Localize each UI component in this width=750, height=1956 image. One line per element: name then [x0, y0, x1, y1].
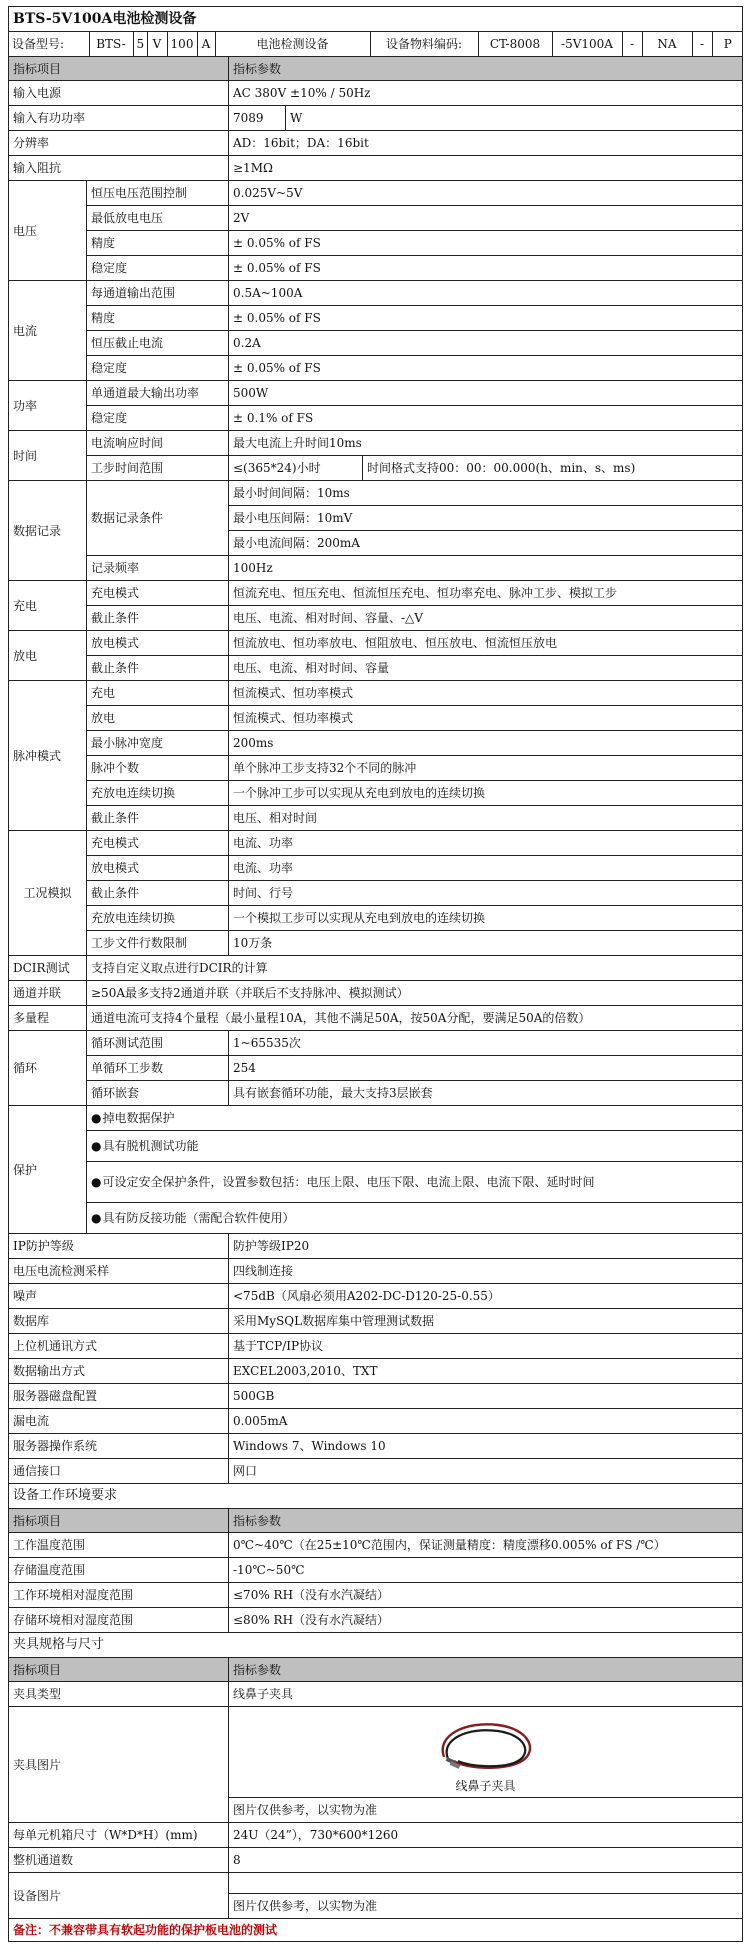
row-label: 上位机通讯方式 — [9, 1334, 229, 1359]
protection-item: ● 具有防反接功能（需配合软件使用） — [87, 1203, 743, 1234]
protection-item: ● 掉电数据保护 — [87, 1106, 743, 1131]
group-label: 电压 — [9, 181, 87, 281]
sub-label: 单通道最大输出功率 — [87, 381, 229, 406]
model-part: 5 — [133, 32, 147, 56]
row-value: ≤80% RH（没有水汽凝结） — [229, 1608, 743, 1633]
sub-label: 充电模式 — [87, 581, 229, 606]
spec-table — [8, 6, 743, 1942]
sub-value: 10万条 — [229, 931, 743, 956]
table-row — [9, 81, 743, 106]
model-part: A — [197, 32, 215, 56]
row-label: 工作环境相对湿度范围 — [9, 1583, 229, 1608]
table-row — [9, 106, 743, 131]
sub-value: 恒流放电、恒功率放电、恒阻放电、恒压放电、恒流恒压放电 — [229, 631, 743, 656]
sub-value: 一个模拟工步可以实现从充电到放电的连续切换 — [229, 906, 743, 931]
sub-value: 最小时间间隔：10ms — [229, 481, 743, 506]
row-label: 数据输出方式 — [9, 1359, 229, 1384]
table-row — [9, 1006, 743, 1031]
row-value: 24U（24”），730*600*1260 — [229, 1823, 743, 1848]
row-label: 数据库 — [9, 1309, 229, 1334]
group-label: 电流 — [9, 281, 87, 381]
row-value: 防护等级IP20 — [229, 1234, 743, 1259]
sub-label: 单循环工步数 — [87, 1056, 229, 1081]
model-part: 100 — [167, 32, 197, 56]
device-note: 图片仅供参考，以实物为准 — [229, 1894, 743, 1919]
sub-label: 精度 — [87, 231, 229, 256]
group-label: 循环 — [9, 1031, 87, 1106]
group-label: 脉冲模式 — [9, 681, 87, 831]
sub-label: 充放电连续切换 — [87, 906, 229, 931]
fixture-image-cell — [229, 1707, 743, 1798]
page-title: BTS-5V100A电池检测设备 — [9, 7, 743, 32]
header-param: 指标参数 — [229, 57, 743, 81]
table-row — [9, 981, 743, 1006]
sub-label: 放电模式 — [87, 856, 229, 881]
row-label: 服务器操作系统 — [9, 1434, 229, 1459]
row-label: 整机通道数 — [9, 1848, 229, 1873]
sub-value: ± 0.05% of FS — [229, 231, 743, 256]
row-label: 夹具图片 — [9, 1707, 229, 1823]
sub-label: 充电模式 — [87, 831, 229, 856]
code-part: - — [692, 32, 712, 56]
row-label: 电压电流检测采样 — [9, 1259, 229, 1284]
row-value: EXCEL2003,2010、TXT — [229, 1359, 743, 1384]
header-item: 指标项目 — [9, 1509, 229, 1533]
sub-label: 最低放电电压 — [87, 206, 229, 231]
sub-value: 最小电压间隔：10mV — [229, 506, 743, 531]
row-value: Windows 7、Windows 10 — [229, 1434, 743, 1459]
sub-value: 一个脉冲工步可以实现从充电到放电的连续切换 — [229, 781, 743, 806]
sub-value: 时间、行号 — [229, 881, 743, 906]
sub-label: 充电 — [87, 681, 229, 706]
sub-value: 具有嵌套循环功能，最大支持3层嵌套 — [229, 1081, 743, 1106]
row-value: 通道电流可支持4个量程（最小量程10A，其他不满足50A，按50A分配，要满足50A的倍数） — [87, 1006, 743, 1031]
row-value: 500GB — [229, 1384, 743, 1409]
row-label: 服务器磁盘配置 — [9, 1384, 229, 1409]
row-label: 每单元机箱尺寸（W*D*H）(mm) — [9, 1823, 229, 1848]
device-name: 电池检测设备 — [215, 32, 370, 56]
row-label: 输入电源 — [9, 81, 229, 106]
row-value: 基于TCP/IP协议 — [229, 1334, 743, 1359]
row-value: ≥1MΩ — [229, 156, 743, 181]
sub-label: 充放电连续切换 — [87, 781, 229, 806]
sub-value: ± 0.1% of FS — [229, 406, 743, 431]
model-row — [9, 32, 743, 57]
sub-value: 1~65535次 — [229, 1031, 743, 1056]
sub-value: 100Hz — [229, 556, 743, 581]
row-label: 输入有功功率 — [9, 106, 229, 131]
row-label: 通信接口 — [9, 1459, 229, 1484]
sub-value: 单个脉冲工步支持32个不同的脉冲 — [229, 756, 743, 781]
group-label: 时间 — [9, 431, 87, 481]
sub-value: ± 0.05% of FS — [229, 306, 743, 331]
sub-value: ≤(365*24)小时 — [229, 456, 363, 481]
sub-value: 500W — [229, 381, 743, 406]
row-label: 存储环境相对湿度范围 — [9, 1608, 229, 1633]
model-part: V — [147, 32, 167, 56]
sub-value: 最小电流间隔：200mA — [229, 531, 743, 556]
row-label: IP防护等级 — [9, 1234, 229, 1259]
row-label: 噪声 — [9, 1284, 229, 1309]
table-row — [9, 131, 743, 156]
sub-label: 精度 — [87, 306, 229, 331]
spec-sheet — [8, 6, 742, 1942]
header-item: 指标项目 — [9, 1658, 229, 1682]
code-part: - — [622, 32, 642, 56]
code-part: P — [712, 32, 743, 56]
header-row — [9, 57, 743, 81]
sub-label: 恒压截止电流 — [87, 331, 229, 356]
row-label: 工作温度范围 — [9, 1533, 229, 1558]
sub-label: 放电模式 — [87, 631, 229, 656]
group-label: 数据记录 — [9, 481, 87, 581]
code-part: CT-8008 — [478, 32, 552, 56]
model-label: 设备型号: — [9, 32, 89, 56]
row-unit: W — [290, 111, 303, 125]
sub-label: 循环嵌套 — [87, 1081, 229, 1106]
sub-value: 电压、电流、相对时间、容量 — [229, 656, 743, 681]
header-param: 指标参数 — [229, 1658, 743, 1682]
sub-label: 截止条件 — [87, 606, 229, 631]
sub-label: 循环测试范围 — [87, 1031, 229, 1056]
model-part: BTS- — [89, 32, 133, 56]
row-value: 8 — [229, 1848, 743, 1873]
sub-label: 稳定度 — [87, 356, 229, 381]
row-value: 四线制连接 — [229, 1259, 743, 1284]
sub-label: 数据记录条件 — [87, 481, 229, 556]
sub-value: 254 — [229, 1056, 743, 1081]
row-value: ≤70% RH（没有水汽凝结） — [229, 1583, 743, 1608]
sub-value: 恒流模式、恒功率模式 — [229, 706, 743, 731]
row-value: 线鼻子夹具 — [229, 1682, 743, 1707]
sub-label: 每通道输出范围 — [87, 281, 229, 306]
sub-label: 稳定度 — [87, 256, 229, 281]
section-title: 设备工作环境要求 — [9, 1484, 743, 1509]
sub-value: 电压、相对时间 — [229, 806, 743, 831]
row-value: 0℃~40℃（在25±10℃范围内，保证测量精度：精度漂移0.005% of FS /℃） — [229, 1533, 743, 1558]
row-label: 漏电流 — [9, 1409, 229, 1434]
sub-label: 工步文件行数限制 — [87, 931, 229, 956]
header-param: 指标参数 — [229, 1509, 743, 1533]
row-label: DCIR测试 — [9, 956, 87, 981]
row-value: -10℃~50℃ — [229, 1558, 743, 1583]
fixture-note: 图片仅供参考，以实物为准 — [229, 1798, 743, 1823]
sub-label: 稳定度 — [87, 406, 229, 431]
sub-label: 截止条件 — [87, 806, 229, 831]
sub-label: 电流响应时间 — [87, 431, 229, 456]
sub-value: 200ms — [229, 731, 743, 756]
group-label: 功率 — [9, 381, 87, 431]
code-part: -5V100A — [552, 32, 622, 56]
row-label: 存储温度范围 — [9, 1558, 229, 1583]
code-part: NA — [642, 32, 692, 56]
sub-value: 2V — [229, 206, 743, 231]
sub-value: 恒流充电、恒压充电、恒流恒压充电、恒功率充电、脉冲工步、模拟工步 — [229, 581, 743, 606]
group-label: 保护 — [9, 1106, 87, 1234]
row-value: 支持自定义取点进行DCIR的计算 — [87, 956, 743, 981]
group-label: 工况模拟 — [9, 831, 87, 956]
sub-value: 最大电流上升时间10ms — [229, 431, 743, 456]
sub-label: 截止条件 — [87, 881, 229, 906]
row-label: 分辨率 — [9, 131, 229, 156]
row-value: <75dB（风扇必须用A202-DC-D120-25-0.55） — [229, 1284, 743, 1309]
sub-value: 电压、电流、相对时间、容量、-△V — [229, 606, 743, 631]
protection-item: ● 可设定安全保护条件，设置参数包括：电压上限、电压下限、电流上限、电流下限、延时时间 — [87, 1162, 743, 1203]
row-value: 0.005mA — [229, 1409, 743, 1434]
row-label: 输入阻抗 — [9, 156, 229, 181]
sub-value-format: 时间格式支持00：00：00.000(h、min、s、ms) — [363, 456, 743, 481]
row-value: 网口 — [229, 1459, 743, 1484]
row-value: ≥50A最多支持2通道并联（并联后不支持脉冲、模拟测试） — [87, 981, 743, 1006]
sub-value: 恒流模式、恒功率模式 — [229, 681, 743, 706]
row-label: 设备图片 — [9, 1873, 229, 1919]
row-value: AC 380V ±10% / 50Hz — [229, 81, 743, 106]
section-title: 夹具规格与尺寸 — [9, 1633, 743, 1658]
sub-value: 0.5A~100A — [229, 281, 743, 306]
sub-label: 记录频率 — [87, 556, 229, 581]
row-value: 采用MySQL数据库集中管理测试数据 — [229, 1309, 743, 1334]
sub-label: 截止条件 — [87, 656, 229, 681]
sub-value: 电流、功率 — [229, 856, 743, 881]
row-value: 7089 — [229, 106, 286, 130]
table-row — [9, 156, 743, 181]
remark-note: 备注：不兼容带具有软起功能的保护板电池的测试 — [9, 1919, 743, 1942]
sub-value: ± 0.05% of FS — [229, 356, 743, 381]
table-row — [9, 956, 743, 981]
row-value: AD：16bit；DA：16bit — [229, 131, 743, 156]
device-image-cell — [229, 1873, 743, 1894]
row-label: 多量程 — [9, 1006, 87, 1031]
header-item: 指标项目 — [9, 57, 229, 81]
row-label: 夹具类型 — [9, 1682, 229, 1707]
protection-item: ● 具有脱机测试功能 — [87, 1131, 743, 1162]
sub-label: 工步时间范围 — [87, 456, 229, 481]
sub-value: 电流、功率 — [229, 831, 743, 856]
sub-label: 脉冲个数 — [87, 756, 229, 781]
row-label: 通道并联 — [9, 981, 87, 1006]
sub-label: 恒压电压范围控制 — [87, 181, 229, 206]
sub-label: 放电 — [87, 706, 229, 731]
material-code-label: 设备物料编码: — [370, 32, 478, 56]
sub-value: 0.2A — [229, 331, 743, 356]
group-label: 充电 — [9, 581, 87, 631]
cable-clip-image — [426, 1715, 546, 1779]
sub-value: 0.025V~5V — [229, 181, 743, 206]
fixture-caption: 线鼻子夹具 — [455, 1779, 516, 1793]
group-label: 放电 — [9, 631, 87, 681]
sub-label: 最小脉冲宽度 — [87, 731, 229, 756]
sub-value: ± 0.05% of FS — [229, 256, 743, 281]
